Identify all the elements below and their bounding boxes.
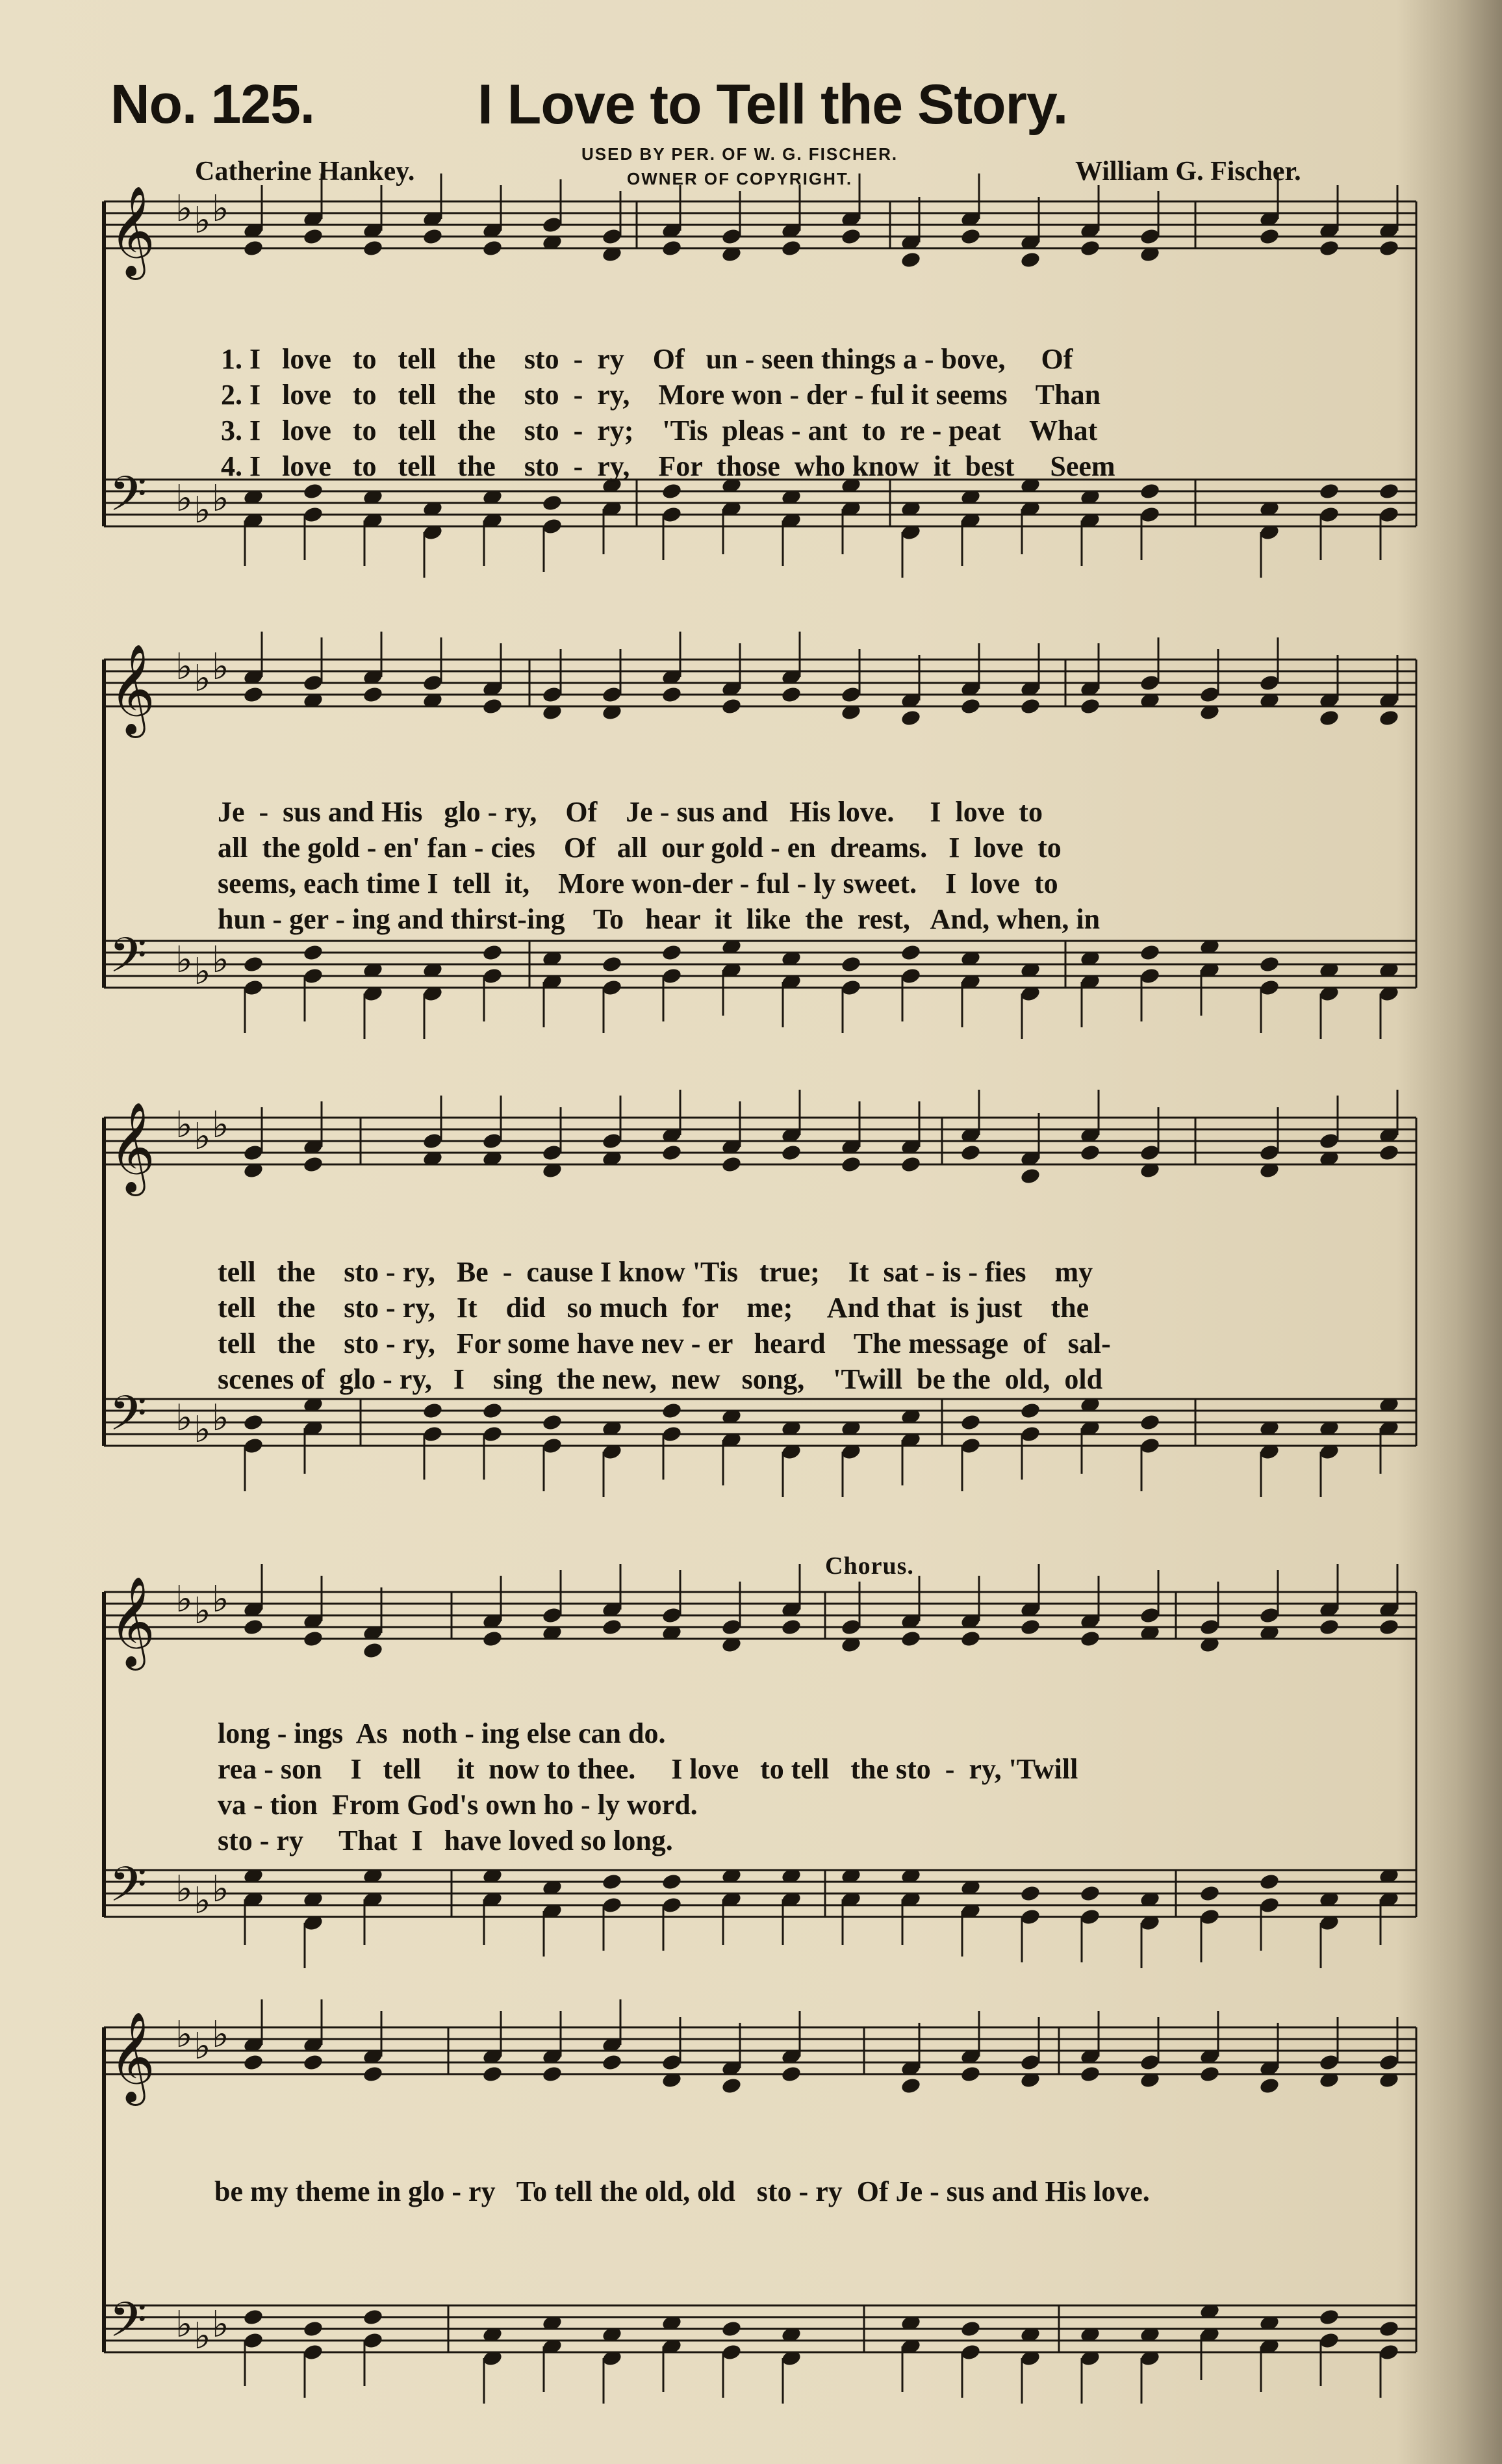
note-head	[481, 2065, 503, 2083]
flat-sign-icon: ♭	[212, 1868, 229, 1910]
note-head	[1019, 1618, 1041, 1636]
composer-credit: William G. Fischer.	[1075, 157, 1301, 186]
note-head	[541, 1413, 563, 1431]
lyric-line: all the gold - en' fan - cies Of all our gold - en dreams. I love to	[218, 832, 1062, 864]
note-head	[1019, 1167, 1041, 1185]
note-head	[242, 1618, 264, 1636]
note-head	[661, 1402, 682, 1420]
note-head	[1019, 697, 1041, 715]
copyright-line-1: USED BY PER. OF W. G. FISCHER.	[581, 144, 898, 164]
note-head	[720, 697, 742, 715]
note-head	[1199, 2065, 1220, 2083]
note-head	[362, 686, 383, 704]
note-head	[302, 1155, 324, 1174]
flat-sign-icon: ♭	[175, 646, 193, 688]
note-head	[900, 943, 921, 962]
note-head	[1318, 482, 1340, 500]
flat-sign-icon: ♭	[175, 2014, 193, 2056]
note-head	[960, 1630, 981, 1648]
note-head	[661, 943, 682, 962]
note-head	[1258, 2077, 1280, 2095]
flat-sign-icon: ♭	[212, 1104, 229, 1146]
note-head	[661, 1144, 682, 1162]
note-head	[242, 686, 264, 704]
note-head	[1079, 1884, 1101, 1903]
flat-sign-icon: ♭	[212, 478, 229, 520]
note-head	[1019, 251, 1041, 269]
note-head	[541, 494, 563, 512]
note-head	[1258, 955, 1280, 973]
lyric-line: seems, each time I tell it, More won-der - ful - ly sweet. I love to	[218, 867, 1058, 899]
lyricist-credit: Catherine Hankey.	[195, 157, 415, 186]
note-head	[780, 1144, 802, 1162]
note-head	[661, 239, 682, 257]
note-head	[422, 1402, 443, 1420]
note-head	[1258, 1873, 1280, 1891]
bass-clef-icon: 𝄢	[109, 466, 147, 534]
flat-sign-icon: ♭	[194, 1590, 211, 1632]
note-head	[1139, 482, 1160, 500]
flat-sign-icon: ♭	[175, 478, 193, 520]
note-head	[960, 2065, 981, 2083]
flat-sign-icon: ♭	[194, 1409, 211, 1451]
note-head	[960, 1413, 981, 1431]
note-head	[362, 2065, 383, 2083]
note-head	[661, 686, 682, 704]
flat-sign-icon: ♭	[175, 188, 193, 230]
note-head	[900, 251, 921, 269]
note-head	[780, 2065, 802, 2083]
note-head	[900, 709, 921, 727]
note-head	[840, 955, 861, 973]
flat-sign-icon: ♭	[175, 1868, 193, 1910]
flat-sign-icon: ♭	[212, 2304, 229, 2346]
flat-sign-icon: ♭	[212, 939, 229, 981]
note-head	[302, 943, 324, 962]
note-head	[960, 227, 981, 246]
note-head	[900, 2077, 921, 2095]
note-head	[1318, 709, 1340, 727]
note-head	[900, 1630, 921, 1648]
treble-clef-icon: 𝄞	[109, 644, 155, 734]
note-head	[1318, 2308, 1340, 2326]
note-head	[1199, 1884, 1220, 1903]
note-head	[1019, 1884, 1041, 1903]
note-head	[1378, 1618, 1399, 1636]
flat-sign-icon: ♭	[194, 658, 211, 700]
flat-sign-icon: ♭	[175, 1578, 193, 1621]
treble-clef-icon: 𝄞	[109, 2012, 155, 2102]
note-head	[362, 2308, 383, 2326]
lyric-line: tell the sto - ry, For some have nev - er heard The message of sal-	[218, 1328, 1111, 1359]
bass-clef-icon: 𝄢	[109, 2292, 147, 2360]
lyric-line: 4. I love to tell the sto - ry, For those who know it best Seem	[221, 450, 1115, 482]
lyric-line: hun - ger - ing and thirst-ing To hear it like the rest, And, when, in	[218, 903, 1101, 935]
note-head	[960, 697, 981, 715]
note-head	[601, 1873, 622, 1891]
flat-sign-icon: ♭	[212, 1578, 229, 1621]
note-head	[302, 2053, 324, 2072]
chorus-label: Chorus.	[825, 1552, 914, 1580]
bass-clef-icon: 𝄢	[109, 1856, 147, 1925]
hymn-title: I Love to Tell the Story.	[477, 73, 1068, 136]
note-head	[481, 1630, 503, 1648]
note-head	[242, 2308, 264, 2326]
hymn-number: No. 125.	[110, 73, 315, 135]
flat-sign-icon: ♭	[212, 646, 229, 688]
note-head	[900, 1155, 921, 1174]
note-head	[1139, 1413, 1160, 1431]
lyric-line: rea - son I tell it now to thee. I love to tell the sto - ry, 'Twill	[218, 1753, 1078, 1785]
note-head	[1318, 239, 1340, 257]
flat-sign-icon: ♭	[175, 2304, 193, 2346]
flat-sign-icon: ♭	[194, 1880, 211, 1922]
note-head	[720, 2077, 742, 2095]
note-head	[1378, 239, 1399, 257]
note-head	[481, 239, 503, 257]
flat-sign-icon: ♭	[175, 939, 193, 981]
note-head	[242, 239, 264, 257]
lyric-line: scenes of glo - ry, I sing the new, new song, 'Twill be the old, old	[218, 1363, 1103, 1395]
note-head	[661, 1873, 682, 1891]
note-head	[1378, 1144, 1399, 1162]
note-head	[242, 955, 264, 973]
lyric-line: tell the sto - ry, It did so much for me; And that is just the	[218, 1292, 1089, 1324]
note-head	[481, 943, 503, 962]
note-head	[780, 239, 802, 257]
lyric-line: 1. I love to tell the sto - ry Of un - seen things a - bove, Of	[221, 343, 1073, 375]
note-head	[840, 1155, 861, 1174]
note-head	[242, 1413, 264, 1431]
lyric-line: 2. I love to tell the sto - ry, More won - der - ful it seems Than	[221, 379, 1101, 411]
note-head	[1318, 1618, 1340, 1636]
flat-sign-icon: ♭	[194, 199, 211, 242]
lyric-line: tell the sto - ry, Be - cause I know 'Tis true; It sat - is - fies my	[218, 1256, 1093, 1288]
note-head	[1079, 239, 1101, 257]
note-head	[362, 1641, 383, 1660]
note-head	[780, 686, 802, 704]
flat-sign-icon: ♭	[212, 1397, 229, 1439]
note-head	[481, 1402, 503, 1420]
note-head	[1378, 482, 1399, 500]
note-head	[601, 1618, 622, 1636]
note-head	[362, 239, 383, 257]
lyric-line: be my theme in glo - ry To tell the old, old sto - ry Of Je - sus and His love.	[214, 2175, 1150, 2207]
lyric-line: va - tion From God's own ho - ly word.	[218, 1789, 698, 1821]
copyright-line-2: OWNER OF COPYRIGHT.	[627, 169, 853, 188]
note-head	[1079, 1630, 1101, 1648]
note-head	[601, 2053, 622, 2072]
bass-clef-icon: 𝄢	[109, 1385, 147, 1454]
note-head	[541, 2065, 563, 2083]
flat-sign-icon: ♭	[175, 1397, 193, 1439]
lyric-line: sto - ry That I have loved so long.	[218, 1825, 673, 1856]
note-head	[601, 955, 622, 973]
flat-sign-icon: ♭	[194, 2315, 211, 2357]
flat-sign-icon: ♭	[212, 2014, 229, 2056]
note-head	[1019, 1402, 1041, 1420]
note-head	[1139, 943, 1160, 962]
note-head	[302, 482, 324, 500]
lyric-line: long - ings As noth - ing else can do.	[218, 1717, 666, 1749]
note-head	[661, 482, 682, 500]
note-head	[1079, 2065, 1101, 2083]
note-head	[302, 1630, 324, 1648]
note-head	[720, 1155, 742, 1174]
bass-clef-icon: 𝄢	[109, 927, 147, 995]
note-head	[1079, 697, 1101, 715]
note-head	[960, 1144, 981, 1162]
note-head	[840, 227, 861, 246]
lyric-line: 3. I love to tell the sto - ry; 'Tis pleas - ant to re - peat What	[221, 415, 1098, 446]
flat-sign-icon: ♭	[194, 2025, 211, 2068]
note-head	[302, 227, 324, 246]
note-head	[481, 697, 503, 715]
note-head	[1378, 709, 1399, 727]
note-head	[780, 1618, 802, 1636]
note-head	[720, 2320, 742, 2338]
flat-sign-icon: ♭	[194, 951, 211, 993]
flat-sign-icon: ♭	[175, 1104, 193, 1146]
treble-clef-icon: 𝄞	[109, 1576, 155, 1667]
treble-clef-icon: 𝄞	[109, 1102, 155, 1192]
flat-sign-icon: ♭	[212, 188, 229, 230]
flat-sign-icon: ♭	[194, 1116, 211, 1158]
note-head	[1378, 2320, 1399, 2338]
note-head	[242, 2053, 264, 2072]
lyric-line: Je - sus and His glo - ry, Of Je - sus and His love. I love to	[218, 796, 1043, 828]
note-head	[960, 2320, 981, 2338]
treble-clef-icon: 𝄞	[109, 186, 155, 276]
note-head	[1079, 1144, 1101, 1162]
flat-sign-icon: ♭	[194, 489, 211, 532]
note-head	[1258, 227, 1280, 246]
note-head	[302, 2320, 324, 2338]
note-head	[422, 227, 443, 246]
